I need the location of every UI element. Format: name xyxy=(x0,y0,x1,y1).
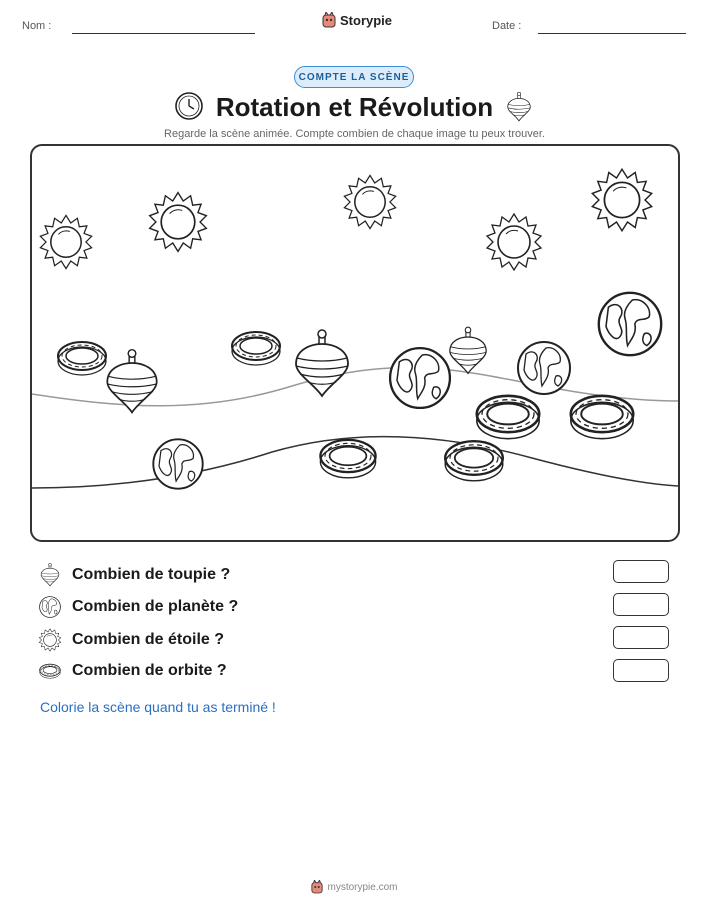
sun-icon xyxy=(592,169,651,231)
globe-icon xyxy=(599,293,661,355)
answer-box-planete[interactable] xyxy=(613,593,669,616)
page-subtitle: Regarde la scène animée. Compte combien de chaque image tu peux trouver. xyxy=(164,128,545,140)
section-badge: COMPTE LA SCÈNE xyxy=(294,66,414,88)
spinning-top-icon xyxy=(107,350,156,413)
footer-url: mystorypie.com xyxy=(327,881,398,893)
answer-box-etoile[interactable] xyxy=(613,626,669,649)
globe-icon xyxy=(153,439,202,488)
spinning-top-icon xyxy=(38,562,62,588)
question-label: Combien de orbite ? xyxy=(72,662,227,679)
question-toupie xyxy=(38,562,230,588)
question-label: Combien de planète ? xyxy=(72,598,239,615)
sun-icon xyxy=(40,215,91,268)
question-label: Combien de toupie ? xyxy=(72,566,231,583)
brand-name: Storypie xyxy=(340,12,393,28)
question-etoile xyxy=(38,628,224,652)
ring-icon xyxy=(38,661,62,681)
globe-icon xyxy=(518,342,570,394)
sun-icon xyxy=(487,214,541,270)
brand-logo xyxy=(322,12,392,28)
scene-illustration xyxy=(32,146,678,540)
date-field[interactable] xyxy=(538,33,686,34)
storypie-icon xyxy=(322,12,336,28)
ring-icon xyxy=(232,332,280,365)
name-label: Nom : xyxy=(22,20,52,32)
question-label: Combien de étoile ? xyxy=(72,631,225,648)
answer-box-toupie[interactable] xyxy=(613,560,669,583)
sun-icon xyxy=(344,175,395,228)
ring-icon xyxy=(445,441,503,481)
spinning-top-icon xyxy=(450,327,486,373)
sun-icon xyxy=(38,628,62,652)
globe-icon xyxy=(390,348,450,408)
question-orbite xyxy=(38,661,227,681)
footer xyxy=(0,880,709,894)
ring-icon xyxy=(320,440,375,478)
spinning-top-icon xyxy=(506,90,532,124)
answer-box-orbite[interactable] xyxy=(613,659,669,682)
scene-picture xyxy=(30,144,680,542)
storypie-icon xyxy=(311,880,323,894)
ring-icon xyxy=(477,396,539,439)
page-title: Rotation et Révolution xyxy=(215,92,494,122)
instruction-note: Colorie la scène quand tu as terminé ! xyxy=(40,699,276,715)
question-planete xyxy=(38,595,238,619)
ring-icon xyxy=(571,396,633,439)
sun-icon xyxy=(150,193,207,252)
globe-icon xyxy=(38,595,62,619)
date-label: Date : xyxy=(492,20,522,32)
name-field[interactable] xyxy=(72,33,255,34)
ring-icon xyxy=(58,342,106,375)
spinning-top-icon xyxy=(296,330,348,396)
